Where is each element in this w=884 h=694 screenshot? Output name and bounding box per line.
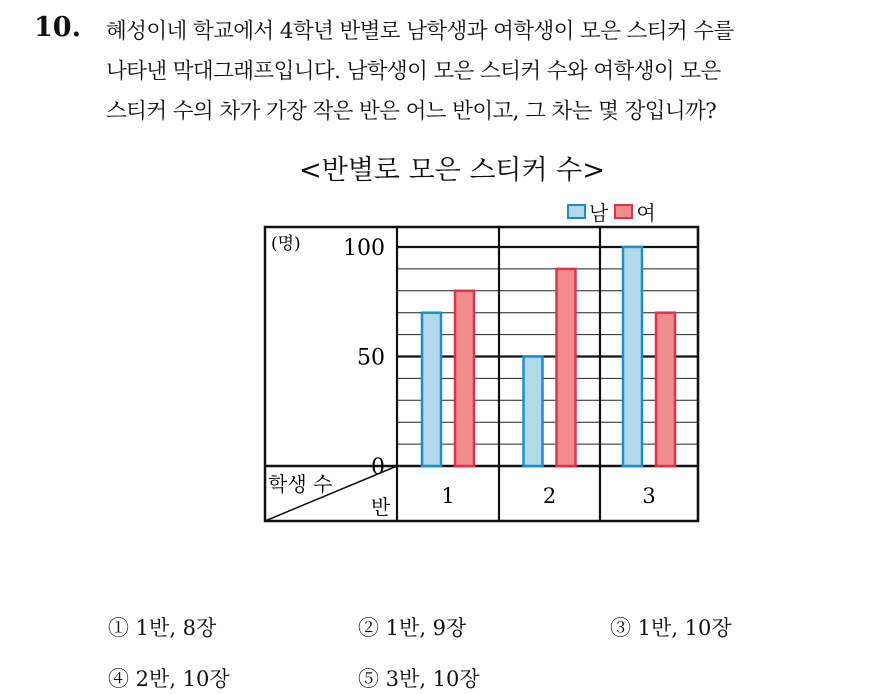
choice-5[interactable]: ⑤ 3반, 10장: [358, 667, 480, 691]
y-unit-label: (명): [271, 234, 301, 254]
y-tick-label: 0: [371, 455, 385, 480]
category-label: 2: [542, 484, 557, 508]
question-line-1: 혜성이네 학교에서 4학년 반별로 남학생과 여학생이 모은 스티커 수를: [106, 19, 734, 44]
bar-female: [455, 291, 474, 466]
category-label: 1: [441, 484, 455, 508]
y-axis-label: 학생 수: [268, 472, 333, 496]
question-number: 10.: [34, 12, 81, 43]
question-line-3: 스티커 수의 차가 가장 작은 반은 어느 반이고, 그 차는 몇 장입니까?: [106, 99, 717, 124]
choice-3[interactable]: ③ 1반, 10장: [610, 616, 732, 640]
choice-1[interactable]: ① 1반, 8장: [108, 616, 217, 640]
bar-male: [623, 247, 642, 466]
legend-label-female: 여: [636, 201, 656, 225]
choice-4[interactable]: ④ 2반, 10장: [108, 667, 230, 691]
y-tick-label: 100: [343, 236, 385, 261]
bar-male: [524, 357, 543, 467]
bar-male: [422, 313, 441, 466]
bar-female: [557, 269, 576, 466]
question-line-2: 나타낸 막대그래프입니다. 남학생이 모은 스티커 수와 여학생이 모은: [106, 59, 721, 84]
y-tick-label: 50: [357, 345, 385, 371]
legend-label-male: 남: [589, 201, 609, 225]
category-label: 3: [642, 484, 656, 508]
choice-2[interactable]: ② 1반, 9장: [358, 616, 467, 640]
bar-female: [656, 313, 675, 466]
chart-title: <반별로 모은 스티커 수>: [299, 155, 605, 186]
x-axis-label: 반: [371, 495, 391, 519]
